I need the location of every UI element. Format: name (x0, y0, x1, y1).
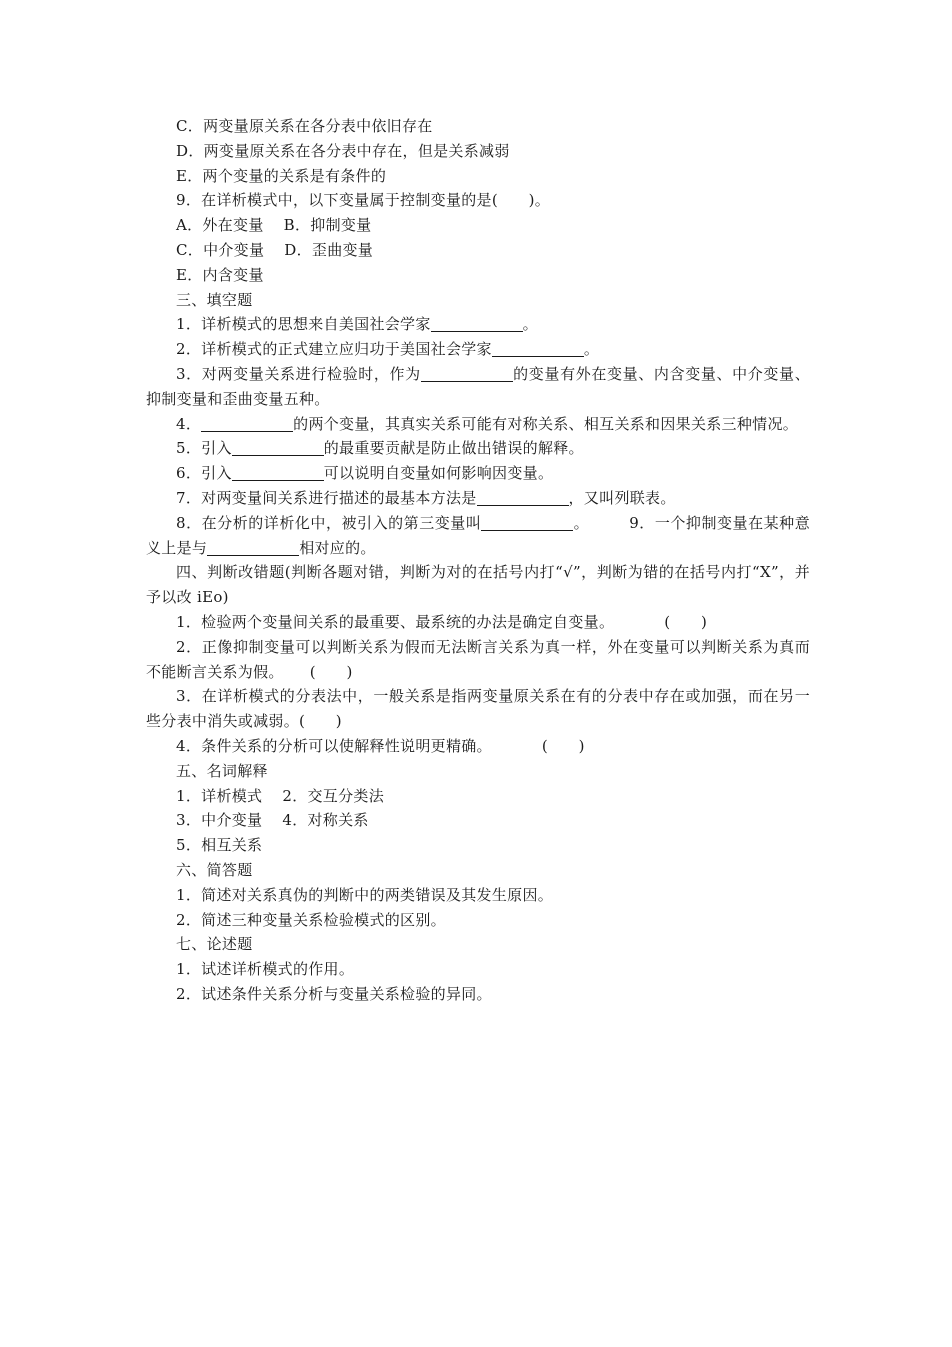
short-2-text: 2．简述三种变量关系检验模式的区别。 (176, 910, 446, 929)
section-heading-true-false (146, 560, 810, 610)
answer-blank[interactable] (207, 538, 299, 556)
section-title-3: 三、填空题 (176, 290, 253, 309)
judge-question-2 (146, 635, 810, 685)
q9-option-e (146, 263, 810, 288)
fill-2-text: 2．详析模式的正式建立应归功于美国社会学家 (176, 340, 492, 359)
fill-6-end: 可以说明自变量如何影响因变量。 (323, 464, 554, 483)
section-title-5: 五、名词解释 (176, 761, 268, 780)
section-heading-fill-in (146, 288, 810, 313)
q9-option-e-text: E．内含变量 (176, 265, 264, 284)
essay-question-2 (146, 982, 810, 1007)
fill-5-end: 的最重要贡献是防止做出错误的解释。 (323, 439, 584, 458)
fill-1-end: 。 (522, 315, 538, 334)
judge-4-text: 4．条件关系的分析可以使解释性说明更精确。 (176, 736, 492, 755)
q9-options-ab (146, 213, 810, 238)
exam-content (146, 114, 810, 1007)
section-title-4: 四、判断改错题(判断各题对错，判断为对的在括号内打“√”，判断为错的在括号内打“X”，并予以改 iEo) (146, 563, 810, 607)
term-3: 3．中介变量 (176, 811, 263, 830)
fill-4-text: 4． (176, 414, 202, 433)
answer-blank[interactable] (492, 340, 584, 358)
q9-option-d: D．歪曲变量 (284, 240, 374, 259)
answer-paren[interactable]: ( ) (664, 612, 708, 631)
fill-8-end: 。 (573, 513, 590, 532)
q9-option-a: A．外在变量 (176, 216, 264, 235)
fill-question-4 (146, 412, 810, 437)
option-c (146, 114, 810, 139)
short-1-text: 1．简述对关系真伪的判断中的两类错误及其发生原因。 (176, 885, 554, 904)
fill-question-7 (146, 486, 810, 511)
term-1: 1．详析模式 (176, 786, 263, 805)
essay-question-1 (146, 957, 810, 982)
option-e (146, 164, 810, 189)
fill-7-end: ，又叫列联表。 (568, 488, 676, 507)
section-title-6: 六、简答题 (176, 860, 253, 879)
fill-3-end: 的变量有外在变量、内含变量、中介变量、抑制变量和歪曲变量五种。 (146, 364, 810, 408)
essay-1-text: 1．试述详析模式的作用。 (176, 960, 355, 979)
fill-5-text: 5．引入 (176, 439, 232, 458)
short-question-1 (146, 883, 810, 908)
fill-4-end: 的两个变量，其真实关系可能有对称关系、相互关系和因果关系三种情况。 (293, 414, 799, 433)
fill-question-5 (146, 436, 810, 461)
judge-question-4 (146, 734, 810, 759)
q9-option-c: C．中介变量 (176, 240, 265, 259)
answer-blank[interactable] (201, 414, 293, 432)
judge-1-text: 1．检验两个变量间关系的最重要、最系统的办法是确定自变量。 (176, 612, 615, 631)
fill-6-text: 6．引入 (176, 464, 232, 483)
answer-blank[interactable] (481, 513, 573, 531)
option-e-text: E．两个变量的关系是有条件的 (176, 166, 387, 185)
option-d (146, 139, 810, 164)
answer-blank[interactable] (421, 364, 513, 382)
short-question-2 (146, 908, 810, 933)
judge-2-text: 2．正像抑制变量可以判断关系为假而无法断言关系为真一样，外在变量可以判断关系为真而不能断言关系为假。 (146, 637, 810, 681)
question-9 (146, 188, 810, 213)
question-9-text: 9．在详析模式中，以下变量属于控制变量的是( )。 (176, 191, 551, 210)
terms-row-3 (146, 833, 810, 858)
fill-question-2 (146, 337, 810, 362)
fill-8-text: 8．在分析的详析化中，被引入的第三变量叫 (176, 513, 482, 532)
term-4: 4．对称关系 (282, 811, 369, 830)
section-heading-short-answer (146, 858, 810, 883)
fill-7-text: 7．对两变量间关系进行描述的最基本方法是 (176, 488, 477, 507)
answer-blank[interactable] (232, 439, 324, 457)
term-5: 5．相互关系 (176, 836, 263, 855)
fill-question-1 (146, 312, 810, 337)
q9-option-b: B．抑制变量 (283, 216, 372, 235)
section-title-7: 七、论述题 (176, 935, 253, 954)
judge-3-text: 3．在详析模式的分表法中，一般关系是指两变量原关系在有的分表中存在或加强，而在另一些分表中消失或减弱。( ) (146, 687, 810, 731)
option-d-text: D．两变量原关系在各分表中存在，但是关系减弱 (176, 141, 510, 160)
answer-blank[interactable] (477, 488, 569, 506)
q9-options-cd (146, 238, 810, 263)
answer-paren[interactable]: ( ) (541, 736, 585, 755)
section-heading-terms (146, 759, 810, 784)
fill-9-end: 相对应的。 (299, 538, 376, 557)
fill-question-8-9 (146, 511, 810, 561)
answer-blank[interactable] (431, 315, 523, 333)
section-heading-essay (146, 932, 810, 957)
fill-1-text: 1．详析模式的思想来自美国社会学家 (176, 315, 431, 334)
answer-blank[interactable] (232, 464, 324, 482)
fill-question-6 (146, 461, 810, 486)
fill-2-end: 。 (583, 340, 600, 359)
essay-2-text: 2．试述条件关系分析与变量关系检验的异同。 (176, 984, 492, 1003)
fill-question-3 (146, 362, 810, 412)
term-2: 2．交互分类法 (282, 786, 385, 805)
fill-3-text: 3．对两变量关系进行检验时，作为 (176, 364, 421, 383)
terms-row-1 (146, 784, 810, 809)
option-c-text: C．两变量原关系在各分表中依旧存在 (176, 117, 433, 135)
judge-question-1 (146, 610, 810, 635)
terms-row-2 (146, 808, 810, 833)
answer-paren[interactable]: ( ) (309, 662, 353, 681)
judge-question-3 (146, 684, 810, 734)
fill-9-text: 9．一个抑制变量在某种意义上是与 (146, 513, 810, 557)
